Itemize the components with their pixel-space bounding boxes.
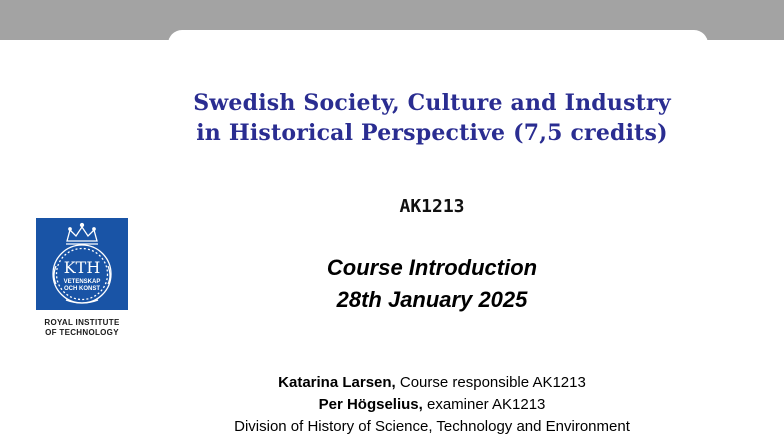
course-title-line1: Swedish Society, Culture and Industry xyxy=(193,90,671,116)
division-line: Division of History of Science, Technology and Environment xyxy=(234,418,630,435)
logo-caption-line2: OF TECHNOLOGY xyxy=(45,328,119,337)
person-row xyxy=(180,372,684,394)
slide-tab xyxy=(168,30,708,60)
top-band-notch xyxy=(0,30,172,40)
course-title xyxy=(100,88,764,148)
logo-wordmark: KTH xyxy=(63,258,101,277)
kth-logo xyxy=(36,218,128,310)
kth-emblem-icon xyxy=(36,218,128,310)
logo-caption xyxy=(28,318,136,338)
person-name: Per Högselius, xyxy=(318,396,423,413)
logo-motto-line2: OCH KONST xyxy=(64,286,100,292)
intro-heading: Course Introduction xyxy=(326,255,538,280)
person-role: examiner AK1213 xyxy=(422,396,546,413)
intro-date: 28th January 2025 xyxy=(336,287,528,312)
people-block xyxy=(180,372,684,438)
person-role: Course responsible AK1213 xyxy=(395,374,586,391)
course-title-line2: in Historical Perspective (7,5 credits) xyxy=(196,120,668,146)
person-name: Katarina Larsen, xyxy=(278,374,396,391)
course-intro xyxy=(230,252,634,316)
logo-caption-line1: ROYAL INSTITUTE xyxy=(44,318,120,327)
course-code: AK1213 xyxy=(399,196,465,217)
logo-motto-line1: VETENSKAP xyxy=(63,279,101,285)
person-row xyxy=(180,394,684,416)
